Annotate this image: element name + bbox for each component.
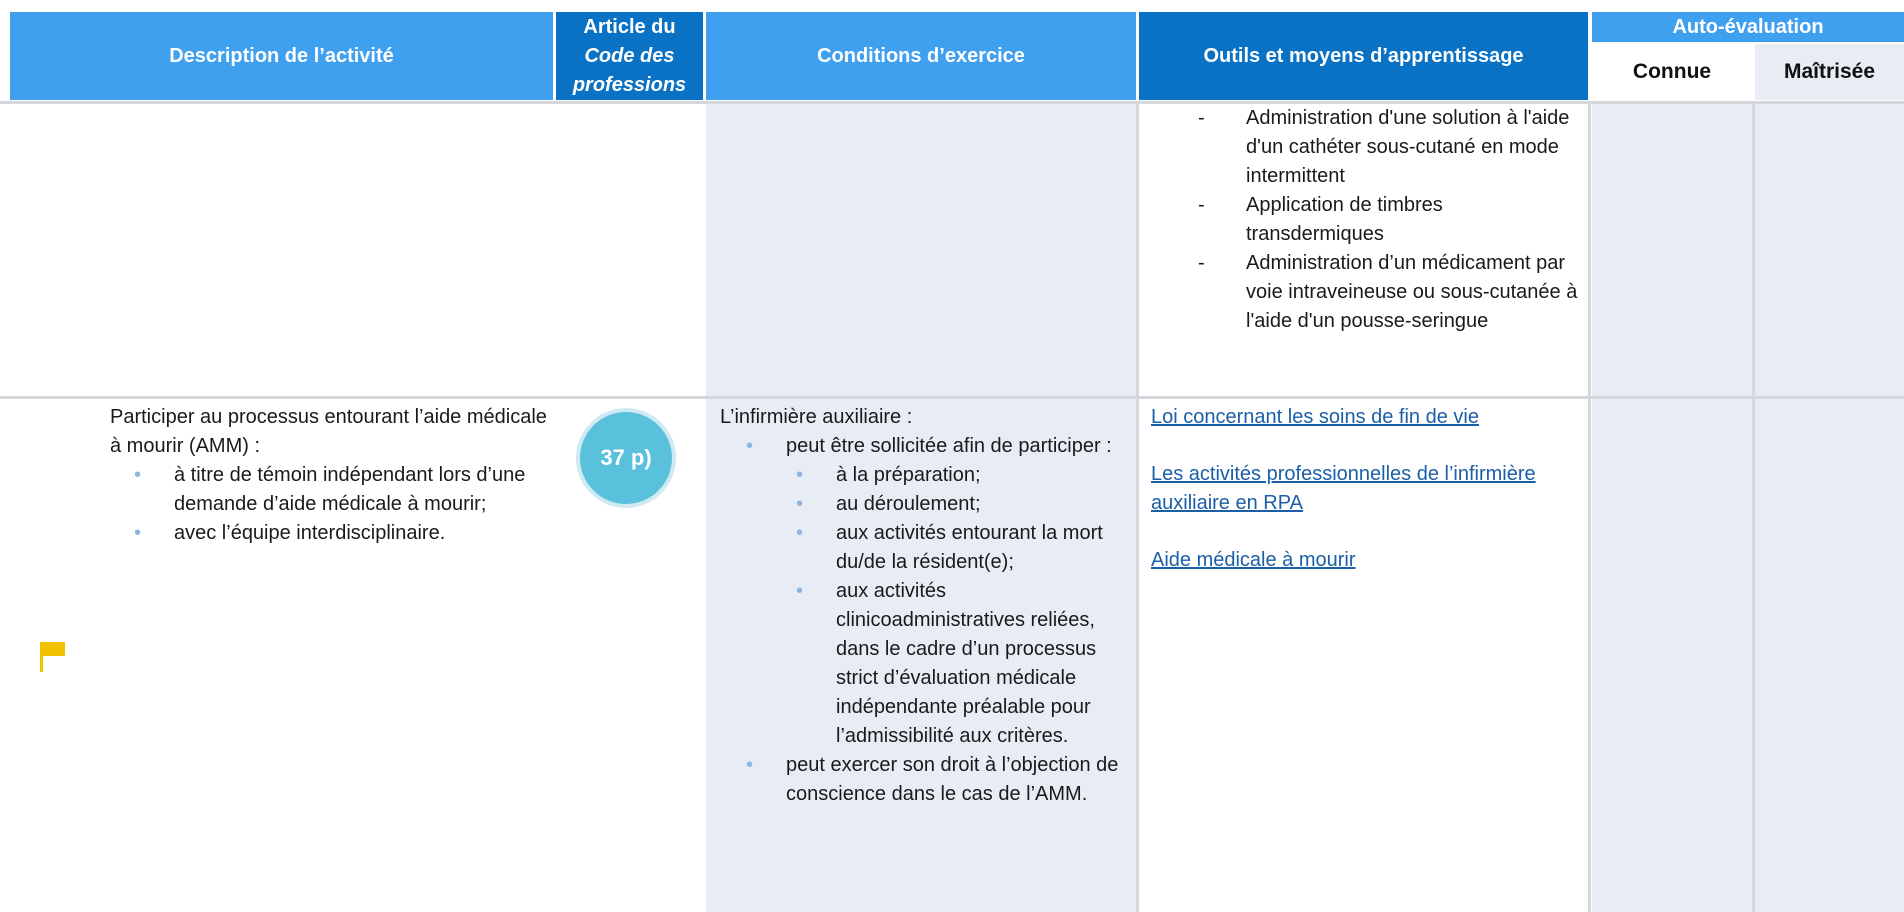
row2-description-cell: [110, 403, 550, 548]
row2-links-cell: [1151, 403, 1571, 575]
header-conditions-label: Conditions d’exercice: [817, 44, 1025, 67]
header-article: [556, 12, 703, 100]
header-description-label: Description de l’activité: [169, 44, 394, 67]
column-divider: [1588, 104, 1591, 912]
row2-conditions-list: [742, 432, 1128, 809]
list-item: • à la préparation;: [792, 461, 1128, 490]
row2-description-intro: Participer au processus entourant l’aide médicale à mourir (AMM) :: [110, 406, 547, 457]
link-activites-professionnelles[interactable]: Les activités professionnelles de l’infirmière auxiliaire en RPA: [1151, 463, 1536, 514]
list-item: • peut exercer son droit à l’objection de conscience dans le cas de l’AMM.: [742, 751, 1128, 809]
row2-conditions-intro: L’infirmière auxiliaire :: [720, 406, 913, 428]
list-item: • aux activités clinicoadministratives reliées, dans le cadre d’un processus strict d’évaluation médicale indépendante préalable pour l’admissibilité aux critères.: [792, 577, 1128, 751]
row2-conditions-sublist: [792, 461, 1128, 751]
column-divider: [1136, 104, 1139, 912]
column-divider: [1752, 104, 1755, 912]
connue-column-bg: [1592, 104, 1752, 912]
list-item: • avec l’équipe interdisciplinaire.: [130, 519, 550, 548]
header-outils-label: Outils et moyens d’apprentissage: [1203, 44, 1524, 67]
list-item: • aux activités entourant la mort du/de la résident(e);: [792, 519, 1128, 577]
list-item-text: peut être sollicitée afin de participer :: [786, 435, 1112, 457]
header-conditions: [706, 12, 1136, 100]
header-article-line1: Article du: [583, 15, 676, 38]
row2-description-list: [130, 461, 550, 548]
link-aide-medicale-a-mourir[interactable]: Aide médicale à mourir: [1151, 549, 1356, 571]
header-auto-evaluation: Auto-évaluation: [1592, 12, 1904, 42]
link-loi-soins-fin-de-vie[interactable]: Loi concernant les soins de fin de vie: [1151, 406, 1479, 428]
list-item: • au déroulement;: [792, 490, 1128, 519]
flag-icon: [40, 642, 65, 672]
maitrisee-column-bg: [1755, 104, 1904, 912]
header-connue: Connue: [1592, 44, 1752, 100]
header-outils: [1139, 12, 1588, 100]
header-maitrisee: Maîtrisée: [1755, 44, 1904, 100]
header-description: [10, 12, 553, 100]
article-badge-label: 37 p): [600, 445, 652, 470]
list-item: - Administration d'une solution à l'aide d'un cathéter sous-cutané en mode intermittent: [1198, 104, 1578, 191]
list-item: [742, 432, 1128, 751]
row1-tools-list: [1198, 104, 1578, 336]
list-item: • à titre de témoin indépendant lors d’une demande d’aide médicale à mourir;: [130, 461, 550, 519]
row-divider: [0, 396, 1904, 399]
row1-tools-cell: [1198, 104, 1578, 336]
header-article-line3: professions: [572, 73, 687, 96]
list-item: - Application de timbres transdermiques: [1198, 191, 1578, 249]
row2-conditions-cell: [720, 403, 1128, 809]
list-item: - Administration d’un médicament par voie intraveineuse ou sous-cutanée à l'aide d'un pousse-seringue: [1198, 249, 1578, 336]
header-article-line2: Code des: [584, 44, 675, 67]
article-badge: [580, 412, 672, 504]
